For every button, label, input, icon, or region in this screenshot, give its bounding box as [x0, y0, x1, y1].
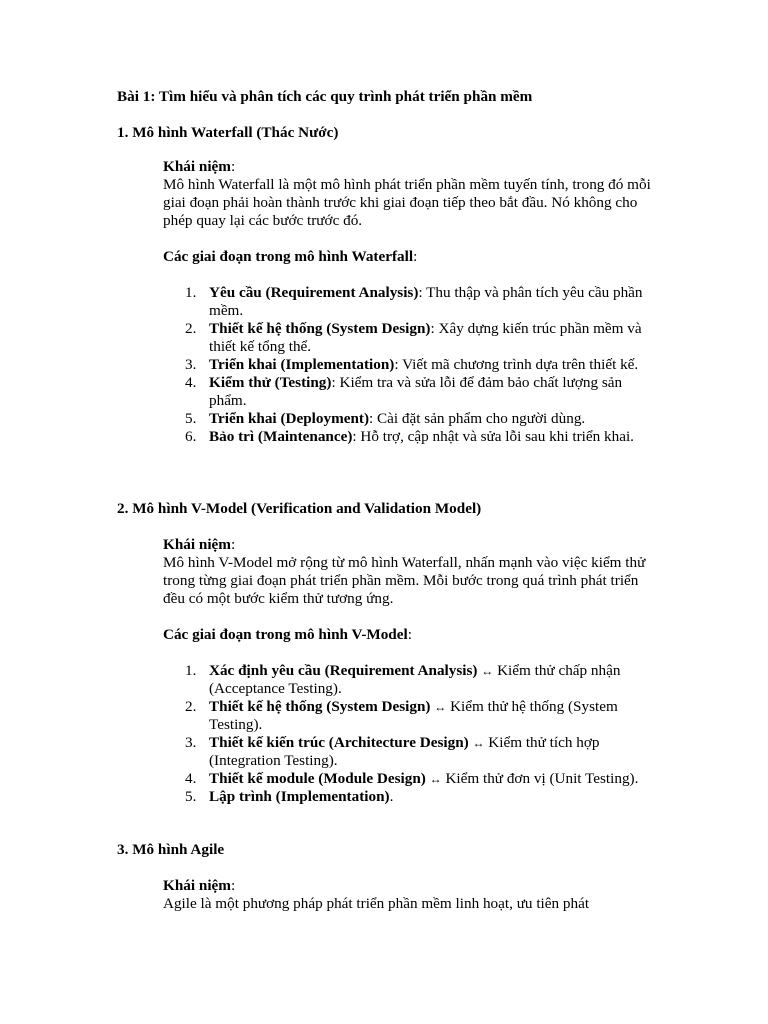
waterfall-steps-list [163, 284, 643, 446]
vmodel-steps-list [163, 662, 643, 806]
concept-label: Khái niệm [163, 158, 231, 175]
concept-block-vmodel: Khái niệm: Mô hình V-Model mở rộng từ mô hình Waterfall, nhấn mạnh vào việc kiểm thử trong từng giai đoạn phát triển phần mềm. Mỗi bước trong quá trình phát triển đều có một bước kiểm thử tương ứng. [163, 536, 663, 608]
list-item: 1. Yêu cầu (Requirement Analysis): Thu thập và phân tích yêu cầu phần mềm. [185, 284, 643, 319]
concept-block-agile: Khái niệm: Agile là một phương pháp phát triển phần mềm linh hoạt, ưu tiên phát [163, 877, 663, 913]
list-item: 5. Triển khai (Deployment): Cài đặt sản phẩm cho người dùng. [185, 410, 586, 427]
bidirectional-arrow-icon: ↔ [434, 700, 447, 714]
page-title: Bài 1: Tìm hiểu và phân tích các quy trình phát triển phần mềm [117, 88, 533, 105]
phases-label-waterfall: Các giai đoạn trong mô hình Waterfall: [163, 248, 418, 265]
bidirectional-arrow-icon: ↔ [472, 736, 485, 750]
section-heading-agile: 3. Mô hình Agile [117, 841, 225, 858]
list-item: 1. Xác định yêu cầu (Requirement Analysis) ↔ Kiểm thử chấp nhận (Acceptance Testing). [185, 662, 621, 697]
list-item: 2. Thiết kế hệ thống (System Design): Xây dựng kiến trúc phần mềm và thiết kế tổng thể. [185, 320, 642, 355]
bidirectional-arrow-icon: ↔ [481, 664, 494, 678]
list-item: 5. Lập trình (Implementation). [185, 788, 394, 805]
section-heading-waterfall: 1. Mô hình Waterfall (Thác Nước) [117, 124, 339, 141]
phases-label-vmodel: Các giai đoạn trong mô hình V-Model: [163, 626, 412, 643]
list-item: 3. Triển khai (Implementation): Viết mã chương trình dựa trên thiết kế. [185, 356, 639, 373]
list-item: 6. Bảo trì (Maintenance): Hỗ trợ, cập nhật và sửa lỗi sau khi triển khai. [185, 428, 634, 445]
list-item: 4. Kiểm thử (Testing): Kiểm tra và sửa lỗi để đảm bảo chất lượng sản phẩm. [185, 374, 623, 409]
concept-text-agile: Agile là một phương pháp phát triển phần mềm linh hoạt, ưu tiên phát [163, 895, 590, 912]
list-item: 4. Thiết kế module (Module Design) ↔ Kiểm thử đơn vị (Unit Testing). [185, 770, 639, 787]
list-item: 3. Thiết kế kiến trúc (Architecture Design) ↔ Kiểm thử tích hợp (Integration Testing). [185, 734, 600, 769]
concept-block-waterfall: Khái niệm: Mô hình Waterfall là một mô hình phát triển phần mềm tuyến tính, trong đó mỗi giai đoạn phải hoàn thành trước khi giai đoạn tiếp theo bắt đầu. Nó không cho phép quay lại các bước trước đó. [163, 158, 663, 230]
concept-label: Khái niệm [163, 877, 231, 894]
concept-text-vmodel: Mô hình V-Model mở rộng từ mô hình Waterfall, nhấn mạnh vào việc kiểm thử trong từng giai đoạn phát triển phần mềm. Mỗi bước trong quá trình phát triển đều có một bước kiểm thử tương ứng. [163, 554, 646, 607]
list-item: 2. Thiết kế hệ thống (System Design) ↔ Kiểm thử hệ thống (System Testing). [185, 698, 618, 733]
section-heading-vmodel: 2. Mô hình V-Model (Verification and Validation Model) [117, 500, 482, 517]
concept-text-waterfall: Mô hình Waterfall là một mô hình phát triển phần mềm tuyến tính, trong đó mỗi giai đoạn phải hoàn thành trước khi giai đoạn tiếp theo bắt đầu. Nó không cho phép quay lại các bước trước đó. [163, 176, 651, 229]
concept-label: Khái niệm [163, 536, 231, 553]
bidirectional-arrow-icon: ↔ [429, 772, 442, 786]
